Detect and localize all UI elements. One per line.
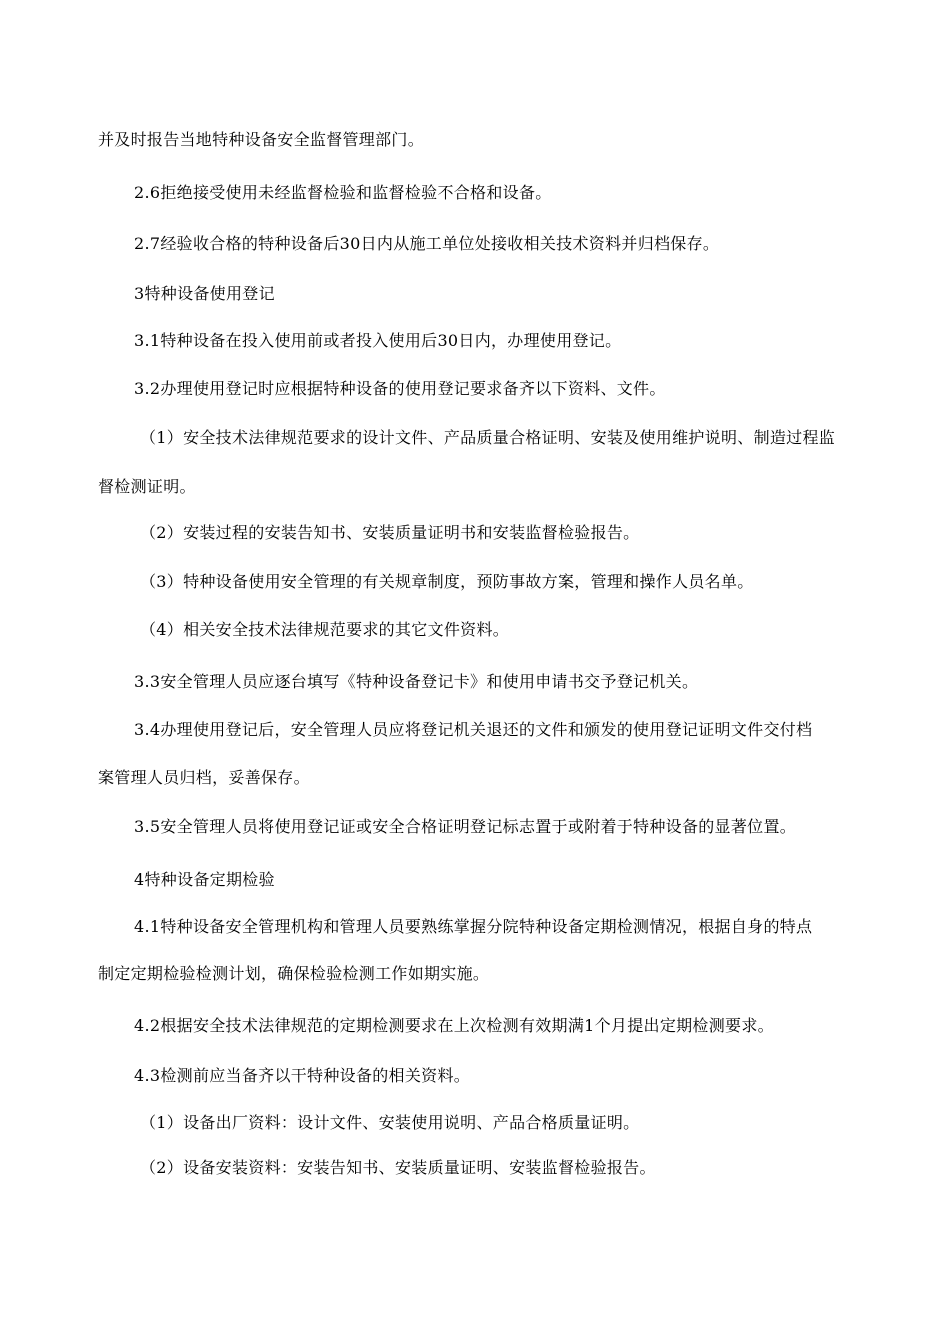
text-line-3-1: 3.1特种设备在投入使用前或者投入使用后30日内，办理使用登记。 <box>134 331 622 350</box>
text-line-3-4: 3.4办理使用登记后，安全管理人员应将登记机关退还的文件和颁发的使用登记证明文件交付档 <box>134 720 813 739</box>
list-item-3-2-4: （4）相关安全技术法律规范要求的其它文件资料。 <box>140 620 510 639</box>
text-line-2-7: 2.7经验收合格的特种设备后30日内从施工单位处接收相关技术资料并归档保存。 <box>134 234 720 253</box>
list-item-3-2-1: （1）安全技术法律规范要求的设计文件、产品质量合格证明、安装及使用维护说明、制造过程监 <box>140 428 836 447</box>
text-line-4-1: 4.1特种设备安全管理机构和管理人员要熟练掌握分院特种设备定期检测情况，根据自身的特点 <box>134 917 813 936</box>
text-line-4-1-continuation: 制定定期检验检测计划，确保检验检测工作如期实施。 <box>98 964 490 983</box>
list-item-4-3-1: （1）设备出厂资料：设计文件、安装使用说明、产品合格质量证明。 <box>140 1113 640 1132</box>
text-line-4-2: 4.2根据安全技术法律规范的定期检测要求在上次检测有效期满1个月提出定期检测要求。 <box>134 1016 774 1035</box>
list-item-3-2-3: （3）特种设备使用安全管理的有关规章制度，预防事故方案，管理和操作人员名单。 <box>140 572 754 591</box>
section-heading-3: 3特种设备使用登记 <box>134 284 275 303</box>
text-line-3-3: 3.3安全管理人员应逐台填写《特种设备登记卡》和使用申请书交予登记机关。 <box>134 672 699 691</box>
list-item-3-2-1-continuation: 督检测证明。 <box>98 477 196 496</box>
section-heading-4: 4特种设备定期检验 <box>134 870 275 889</box>
text-line-3-4-continuation: 案管理人员归档，妥善保存。 <box>98 768 310 787</box>
text-line-continuation: 并及时报告当地特种设备安全监督管理部门。 <box>98 130 425 149</box>
text-line-3-2: 3.2办理使用登记时应根据特种设备的使用登记要求备齐以下资料、文件。 <box>134 379 666 398</box>
text-line-2-6: 2.6拒绝接受使用未经监督检验和监督检验不合格和设备。 <box>134 183 552 202</box>
text-line-3-5: 3.5安全管理人员将使用登记证或安全合格证明登记标志置于或附着于特种设备的显著位置。 <box>134 817 797 836</box>
list-item-4-3-2: （2）设备安装资料：安装告知书、安装质量证明、安装监督检验报告。 <box>140 1158 656 1177</box>
text-line-4-3: 4.3检测前应当备齐以干特种设备的相关资料。 <box>134 1066 471 1085</box>
list-item-3-2-2: （2）安装过程的安装告知书、安装质量证明书和安装监督检验报告。 <box>140 523 640 542</box>
